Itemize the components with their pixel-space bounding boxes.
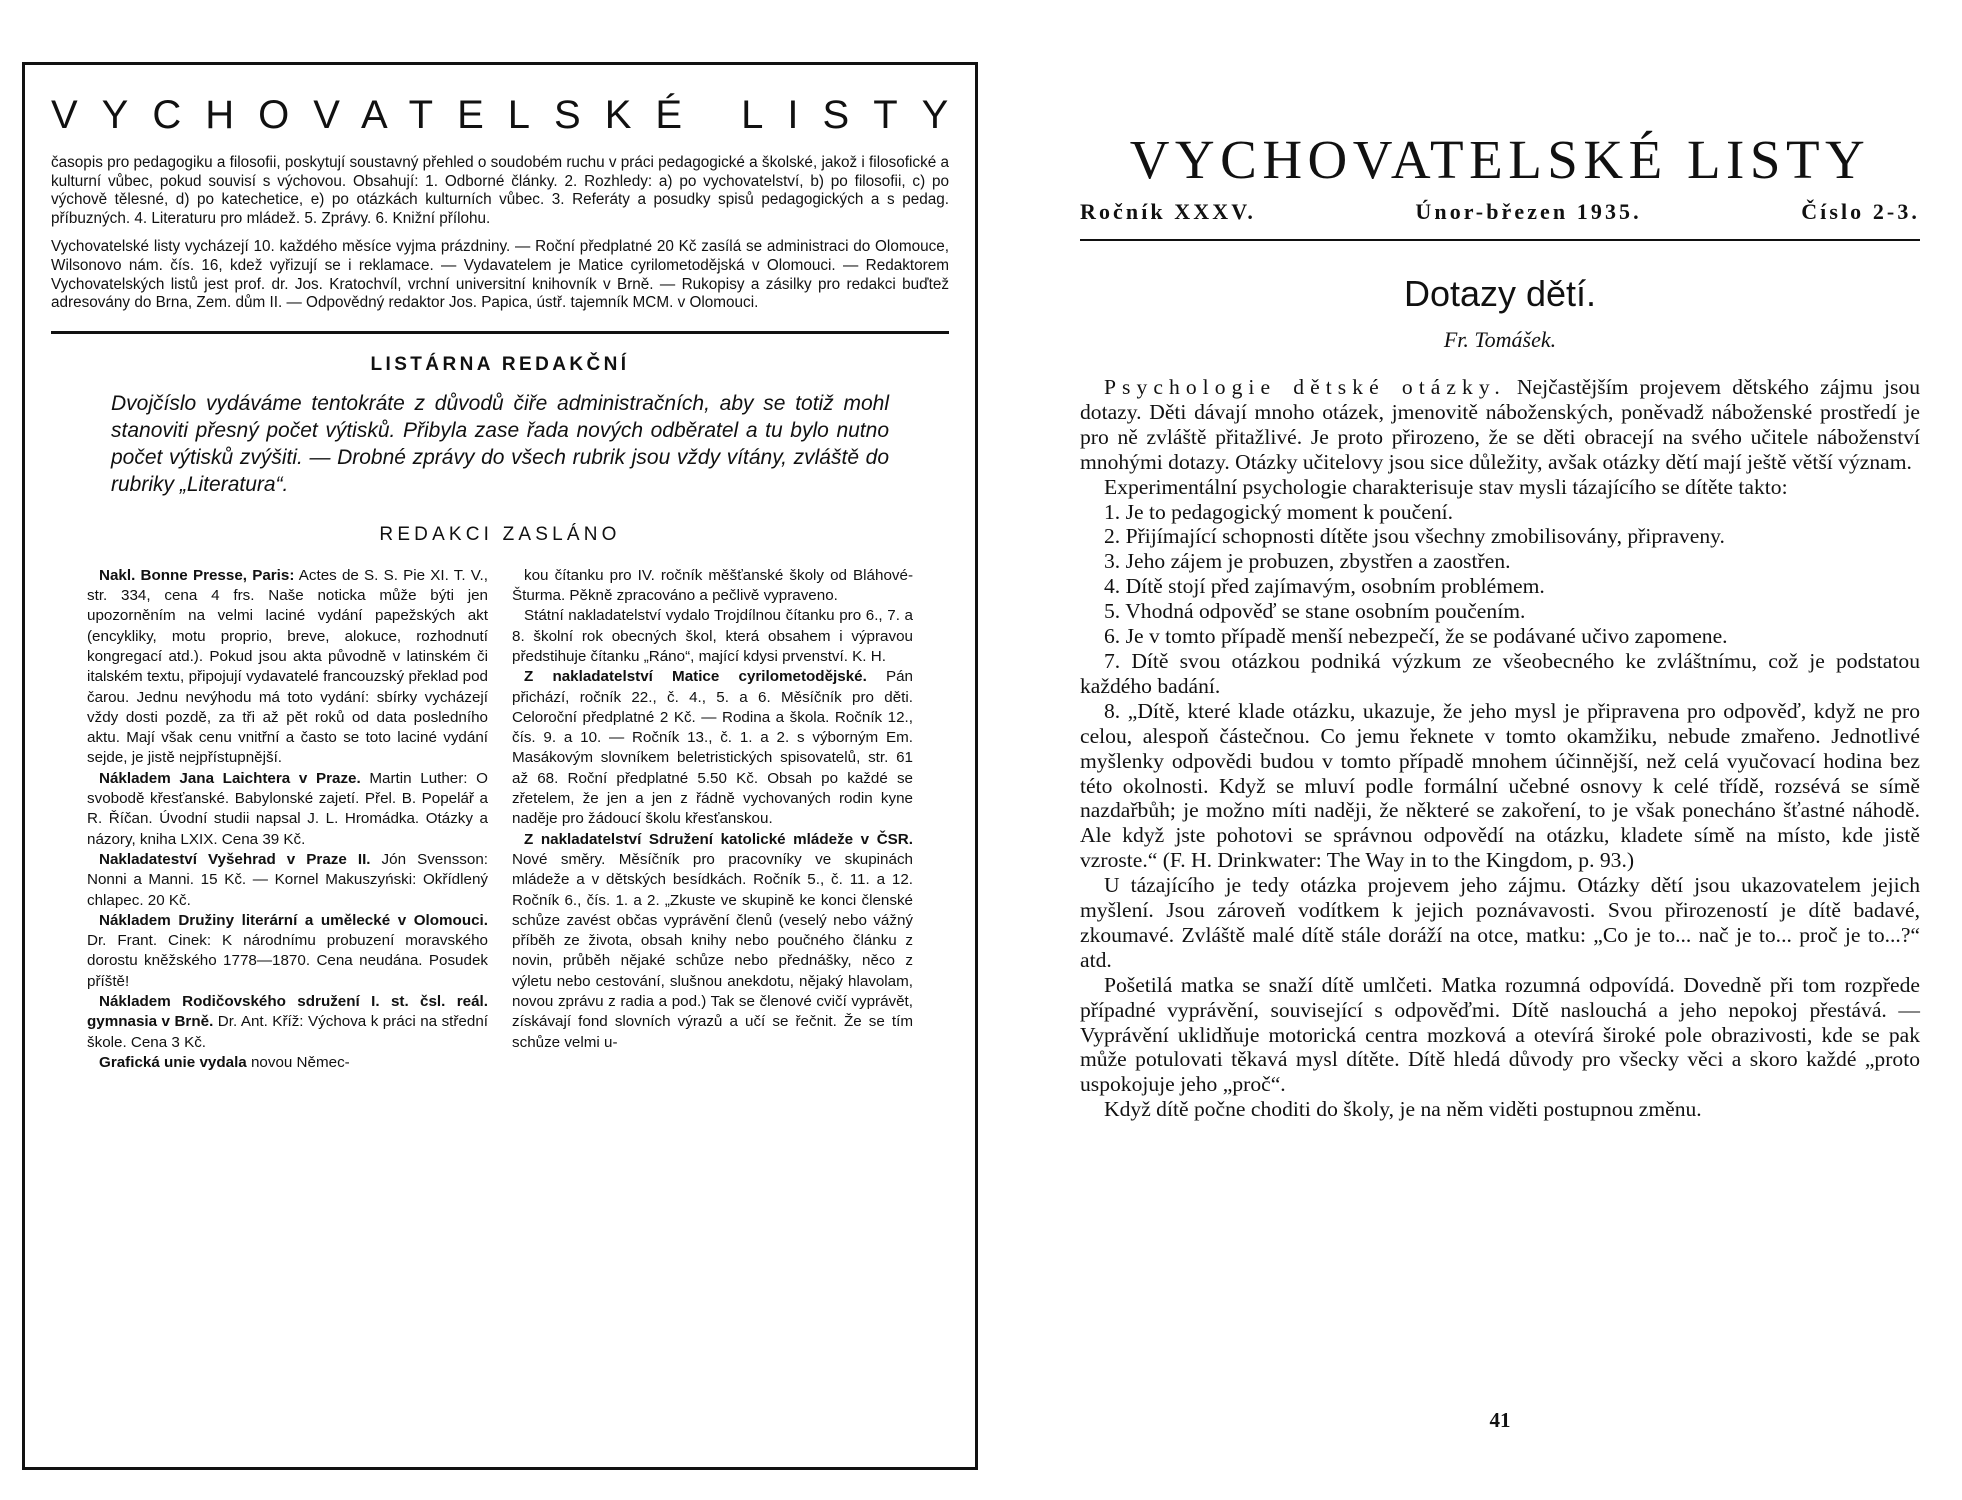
entry-publisher: Nákladem Družiny literární a umělecké v Olomouci. <box>99 911 488 929</box>
entry <box>87 850 488 911</box>
entry-publisher: Nákladem Jana Laichtera v Praze. <box>99 769 361 787</box>
entry-publisher: Nákladem Rodičovského sdružení I. st. čsl. reál. gymnasia v Brně. <box>87 992 488 1031</box>
entry-text: Nové směry. Měsíčník pro pracovníky ve skupinách mládeže a v dětských besídkách. Ročník 5., č. 11. a 12. Ročník 6., čís. 1. a 2. „Zkuste ve skupině ke konci členské schůze zavést občas vyprávění členů (veselý nebo vážný příběh ze života, obsah knihy nebo poučného článku z novin, průběh nějaké schůze nebo přednášky, něco z výletu nebo cestování, slušnou anekdotu, nějaký hlavolam, novou zprávu z radia a pod.) Tak se členové cvičí vyprávět, získávají fond slovních výrazů a učí se řečnit. Že se tím schůze velmi u- <box>512 850 913 1051</box>
entry <box>512 566 913 607</box>
list-item: 8. „Dítě, které klade otázku, ukazuje, že jeho mysl je připravena pro odpověď, když ne pro celou, alespoň částečnou. Co jemu řeknete v tomto okamžiku, nebude zmařeno. Jednotlivé myšlenky odpovědi budou v tomto případě mnohem účinnější, než celá vyučovací hodina bez této okolnosti. Když se mluví podle formální učebné osnovy k celé třídě, rozsévá se símě nazdařbůh; je možno míti naději, že některé se zakoření, to je však ponecháno šťastné náhodě. Ale když jste pohotovi se správnou odpovědí na otázku, kladete símě na místo, kde jistě vzroste.“ (F. H. Drinkwater: The Way in to the Kingdom, p. 93.) <box>1080 698 1920 873</box>
entry-text: novou Němec- <box>246 1053 350 1071</box>
paragraph: Experimentální psychologie charakterisuje stav mysli tázajícího se dítěte takto: <box>1104 474 1788 499</box>
paragraph-text: Nejčastějším projevem dětského zájmu jsou dotazy. Děti dávají mnoho otázek, jmenovitě náboženských, poněvadž náboženské prostředí je pro ně zvláště přitažlivé. Je proto přirozeno, že se děti obracejí na svého učitele náboženství mnohými dotazy. Otázky učitelovy jsou sice důležity, avšak otázky dětí mají ještě větší význam. <box>1080 375 1920 474</box>
list-item: 3. Jeho zájem je probuzen, zbystřen a zaostřen. <box>1104 549 1511 574</box>
entry-text: Dr. Frant. Cinek: K národnímu probuzení moravského dorostu kněžského 1778—1870. Cena neudána. Posudek příště! <box>87 932 488 990</box>
entry-publisher: Grafická unie vydala <box>99 1053 247 1071</box>
list-item: 1. Je to pedagogický moment k poučení. <box>1104 499 1454 524</box>
entry-text: Jón Svensson: Nonni a Manni. 15 Kč. — Kornel Makuszyński: Okřídlený chlapec. 20 Kč. <box>87 850 488 909</box>
entry-text: kou čítanku pro IV. ročník měšťanské školy od Bláhové-Šturma. Pěkně zpracováno a pečlivě vypraveno. <box>512 566 913 605</box>
listarna-text: Dvojčíslo vydáváme tentokráte z důvodů čiře administračních, aby se totiž mohl stanoviti přesný počet výtisků. Přibyla zase řada nových odběratel a tu bylo nutno počet výtisků zvýšiti. — Drobné zprávy do všech rubrik jsou vždy vítány, zvláště do rubriky „Literatura“. <box>111 391 889 496</box>
received-column-1 <box>87 566 488 1073</box>
section-zaslano-heading: REDAKCI ZASLÁNO <box>379 523 621 545</box>
received-column-2 <box>512 566 913 1073</box>
lead-spaced-heading: Psychologie dětské otázky. <box>1104 375 1506 399</box>
entry <box>87 1053 488 1073</box>
entry-publisher: Nakladateství Vyšehrad v Praze II. <box>99 850 371 868</box>
list-item: 4. Dítě stojí před zajímavým, osobním problémem. <box>1104 574 1545 599</box>
masthead-right: VYCHOVATELSKÉ LISTY <box>1129 129 1871 190</box>
issue-date: Únor-březen 1935. <box>1415 199 1642 224</box>
entry-publisher: Nakl. Bonne Presse, Paris: <box>99 566 295 584</box>
entry-text: Státní nakladatelství vydalo Trojdílnou čítanku pro 6., 7. a 8. školní rok obecných škol, která obsahem i výpravou předstihuje čítanku „Ráno“, mající kdysi prvenství. K. H. <box>512 607 913 665</box>
entry <box>87 911 488 992</box>
article-body <box>1080 375 1920 1122</box>
paragraph: Když dítě počne choditi do školy, je na něm viděti postupnou změnu. <box>1104 1097 1702 1122</box>
received-columns <box>51 566 949 1073</box>
left-page <box>22 62 978 1470</box>
page-number: 41 <box>1489 1408 1511 1432</box>
list-item: 2. Přijímající schopnosti dítěte jsou všechny zmobilisovány, připraveny. <box>1104 524 1725 549</box>
entry-text: Dr. Ant. Kříž: Výchova k práci na střední škole. Cena 3 Kč. <box>87 1013 488 1051</box>
publisher-info: Vychovatelské listy vycházejí 10. každého měsíce vyjma prázdniny. — Roční předplatné 20 Kč zasílá se administraci do Olomouce, Wilsonovo nám. čís. 16, kdež vyřizují se i reklamace. — Vydavatelem je Matice cyrilometodějská v Olomouci. — Redaktorem Vychovatelských listů jest prof. dr. Jos. Kratochvíl, vrchní universitní knihovník v Brně. — Rukopisy a zásilky pro redakci buďtež adresovány do Brna, Zem. dům II. — Odpovědný redaktor Jos. Papica, ústř. tajemník MCM. v Olomouci. <box>51 238 949 312</box>
entry <box>512 606 913 667</box>
article-title: Dotazy dětí. <box>1403 273 1597 314</box>
section-listarna-heading: LISTÁRNA REDAKČNÍ <box>370 353 630 375</box>
entry <box>87 769 488 850</box>
entry <box>512 667 913 829</box>
paragraph: U tázajícího je tedy otázka projevem jeho zájmu. Otázky dětí jsou ukazovatelem jejich myšlení. Jsou zároveň vodítkem k jejich poznávavosti. Svou přirozeností je dítě badavé, zkoumavé. Zvláště malé dítě stále doráží na otce, matku: „Co je to... nač je to... proč je to...?“ atd. <box>1080 873 1920 972</box>
list-item: 5. Vhodná odpověď se stane osobním poučením. <box>1104 599 1526 624</box>
article-author: Fr. Tomášek. <box>1443 327 1557 352</box>
entry <box>87 992 488 1053</box>
paragraph <box>1080 375 1920 475</box>
entry <box>87 566 488 769</box>
masthead-left: VYCHOVATELSKÉ LISTY <box>51 93 973 137</box>
entry-text: Actes de S. S. Pie XI. T. V., str. 334, cena 4 frs. Naše noticka může býti jen upozorněním na velmi laciné vydání papežských akt (encykliky, motu proprio, breve, alokuce, rozhodnutí kongregací atd.). Pokud jsou akta původně v latinském či italském textu, připojují vydavatelé francouzský překlad pod čarou. Jednu nevýhodu má toto vydání: sbírky vycházejí vždy dosti pozdě, za tři až pět roků od data posledního aktu. Mají však cenu vnitřní a často se toto laciné vydání sejde, je jistě nejpřístupnější. <box>87 566 488 767</box>
journal-description: časopis pro pedagogiku a filosofii, poskytují soustavný přehled o soudobém ruchu v práci pedagogické a školské, jakož i filosofické a kulturní vůbec, pokud souvisí s výchovou. Obsahují: 1. Odborné články. 2. Rozhledy: a) po vychovatelství, b) po filosofii, c) po výchově tělesné, d) po katechetice, e) po otázkách kulturních vůbec. 3. Referáty a posudky spisů pedagogických a s pedag. příbuzných. 4. Literaturu pro mládež. 5. Zprávy. 6. Knižní přílohu. <box>51 154 949 227</box>
entry-text: Martin Luther: O svobodě křesťanské. Babylonské zajetí. Přel. B. Popelář a R. Říčan. Úvodní studii napsal J. L. Hromádka. Otázky a názory, kniha LXIX. Cena 39 Kč. <box>87 769 488 848</box>
volume-label: Ročník XXXV. <box>1080 199 1256 224</box>
issue-number: Číslo 2-3. <box>1801 199 1920 224</box>
right-page <box>1080 122 1920 1482</box>
list-item: 6. Je v tomto případě menší nebezpečí, že se podávané učivo zapomene. <box>1104 624 1728 649</box>
entry-text: Pán přichází, ročník 22., č. 4., 5. a 6. Měsíčník pro děti. Celoroční předplatné 2 Kč. — Rodina a škola. Ročník 12., čís. 9. a 10. — Ročník 13., č. 1. a 2. s výborným Em. Masákovým slovníkem beletristických spisovatelů, str. 61 až 68. Roční předplatné 5.50 Kč. Obsah po každé se zřetelem, že jen a jen z řádně vychovaných rodin kyne naděje pro žádoucí školu křesťanskou. <box>512 668 914 828</box>
entry-publisher: Z nakladatelství Sdružení katolické mládeže v ČSR. <box>524 830 913 848</box>
entry <box>512 830 913 1053</box>
divider <box>51 331 949 334</box>
issue-meta <box>1080 199 1920 225</box>
entry-publisher: Z nakladatelství Matice cyrilometodějské. <box>524 668 867 686</box>
list-item: 7. Dítě svou otázkou podniká výzkum ze všeobecného ke zvláštnímu, což je podstatou každého badání. <box>1080 648 1920 698</box>
paragraph: Pošetilá matka se snaží dítě umlčeti. Matka rozumná odpovídá. Dovedně při tom rozpřede případné vyprávění, související s odpověďmi. Dítě naslouchá a jeho nepokoj přestává. — Vyprávění uklidňuje motorická centra mozková a otevírá široké pole obrazivosti, kde se pak může potulovati těkavá mysl dítěte. Dítě hledá důvody pro všecky věci a skoro každé „proto uspokojuje jeho „proč“. <box>1080 972 1920 1097</box>
divider <box>1080 239 1920 241</box>
